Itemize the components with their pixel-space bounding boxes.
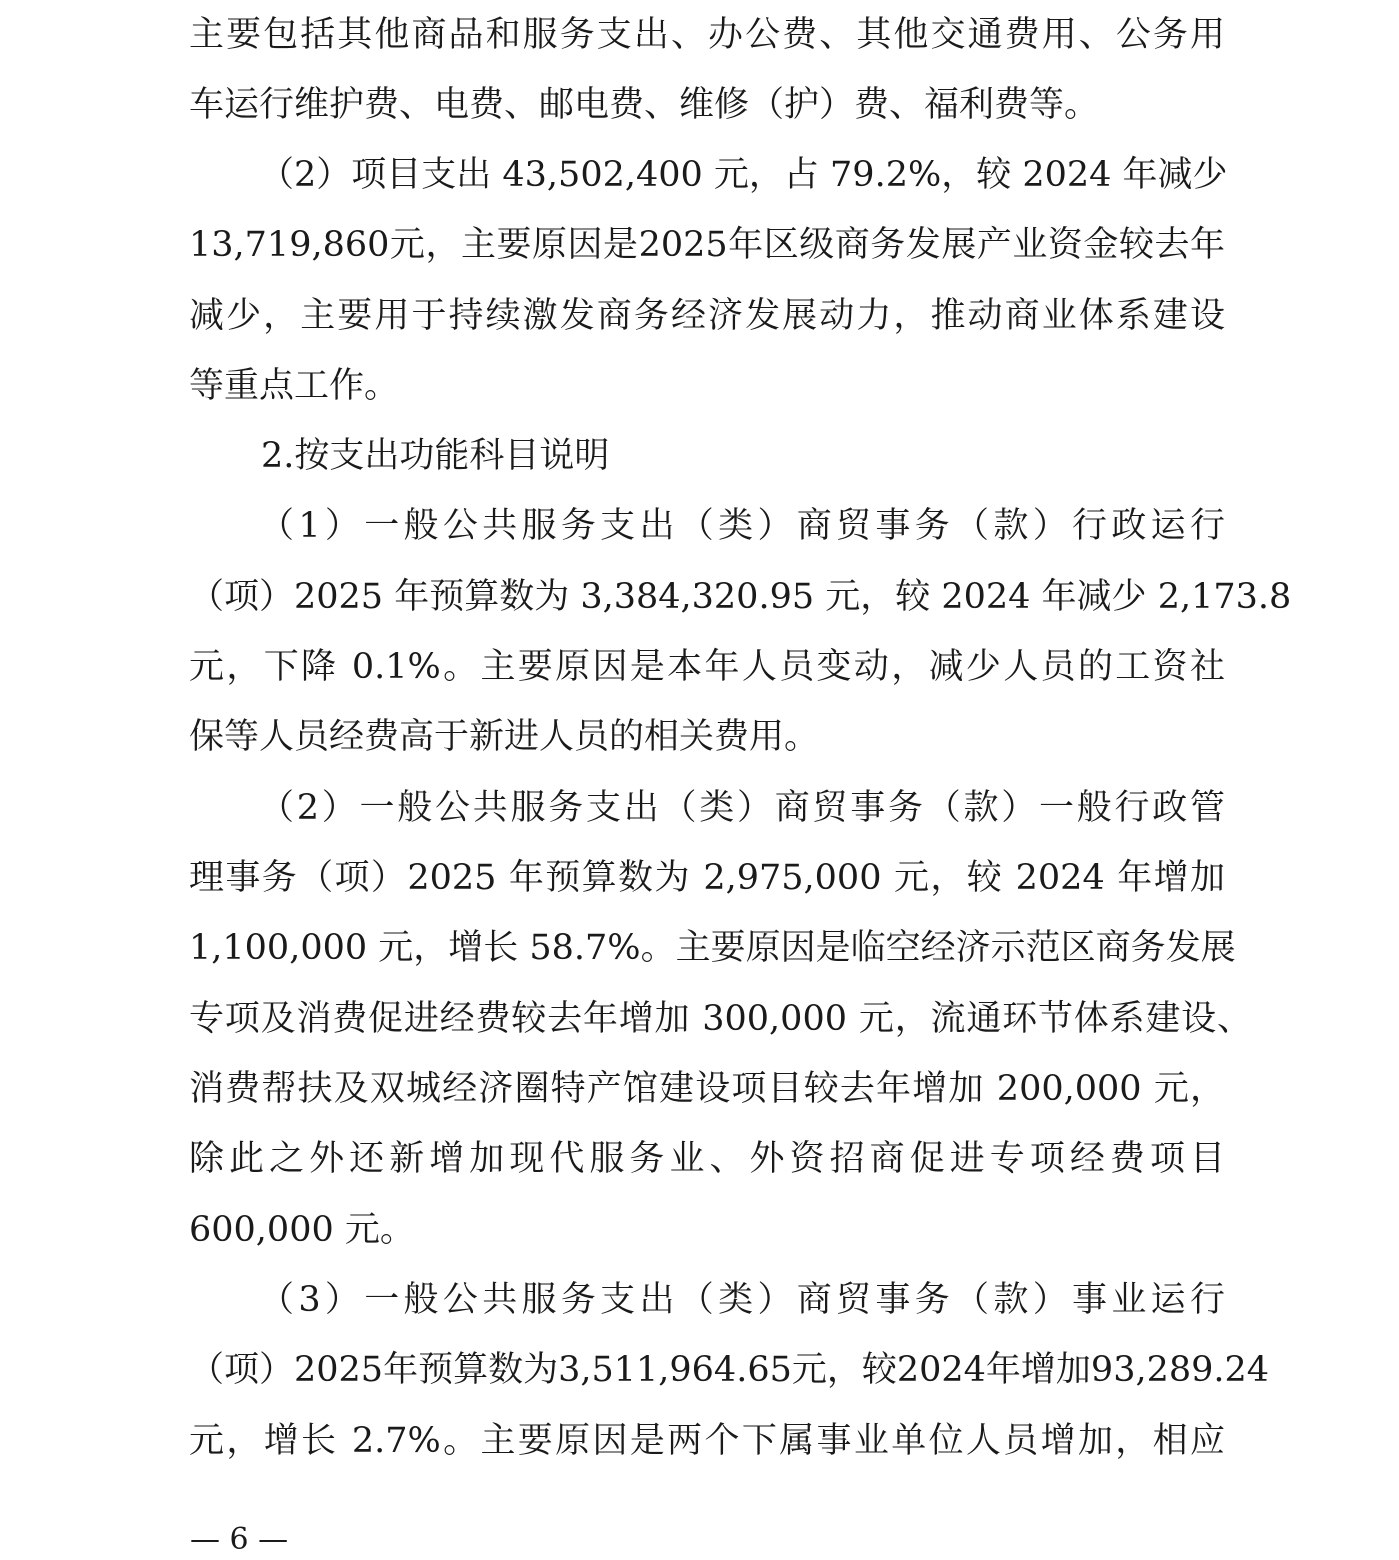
text-line: 元，下降 0.1%。主要原因是本年人员变动，减少人员的工资社 <box>189 647 1225 687</box>
text-line: （1）一般公共服务支出（类）商贸事务（款）行政运行 <box>259 506 1225 546</box>
text-line: 除此之外还新增加现代服务业、外资招商促进专项经费项目 <box>189 1139 1225 1179</box>
page-number: — 6 — <box>190 1522 289 1557</box>
text-line: （3）一般公共服务支出（类）商贸事务（款）事业运行 <box>259 1280 1225 1320</box>
text-line: 600,000 元。 <box>189 1210 415 1250</box>
text-line: （项）2025年预算数为3,511,964.65元，较2024年增加93,289.24 <box>189 1350 1270 1390</box>
text-line: 消费帮扶及双城经济圈特产馆建设项目较去年增加 200,000 元， <box>189 1069 1225 1109</box>
text-line: （2）项目支出 43,502,400 元，占 79.2%，较 2024 年减少 <box>259 155 1228 195</box>
text-line: 保等人员经费高于新进人员的相关费用。 <box>189 717 820 757</box>
text-line: 元，增长 2.7%。主要原因是两个下属事业单位人员增加，相应 <box>189 1421 1225 1461</box>
section-heading: 2.按支出功能科目说明 <box>261 436 610 476</box>
text-line: 等重点工作。 <box>189 366 400 406</box>
text-line: 1,100,000 元，增长 58.7%。主要原因是临空经济示范区商务发展 <box>189 928 1236 968</box>
text-line: 减少，主要用于持续激发商务经济发展动力，推动商业体系建设 <box>189 296 1225 336</box>
text-line: （2）一般公共服务支出（类）商贸事务（款）一般行政管 <box>259 788 1225 828</box>
text-line: 13,719,860元，主要原因是2025年区级商务发展产业资金较去年 <box>189 225 1225 265</box>
text-line: 车运行维护费、电费、邮电费、维修（护）费、福利费等。 <box>189 85 1100 125</box>
text-line: 理事务（项）2025 年预算数为 2,975,000 元，较 2024 年增加 <box>189 858 1225 898</box>
text-line: 主要包括其他商品和服务支出、办公费、其他交通费用、公务用 <box>189 15 1225 55</box>
text-line: （项）2025 年预算数为 3,384,320.95 元，较 2024 年减少 2,173.8 <box>189 577 1292 617</box>
text-line: 专项及消费促进经费较去年增加 300,000 元，流通环节体系建设、 <box>189 999 1252 1039</box>
